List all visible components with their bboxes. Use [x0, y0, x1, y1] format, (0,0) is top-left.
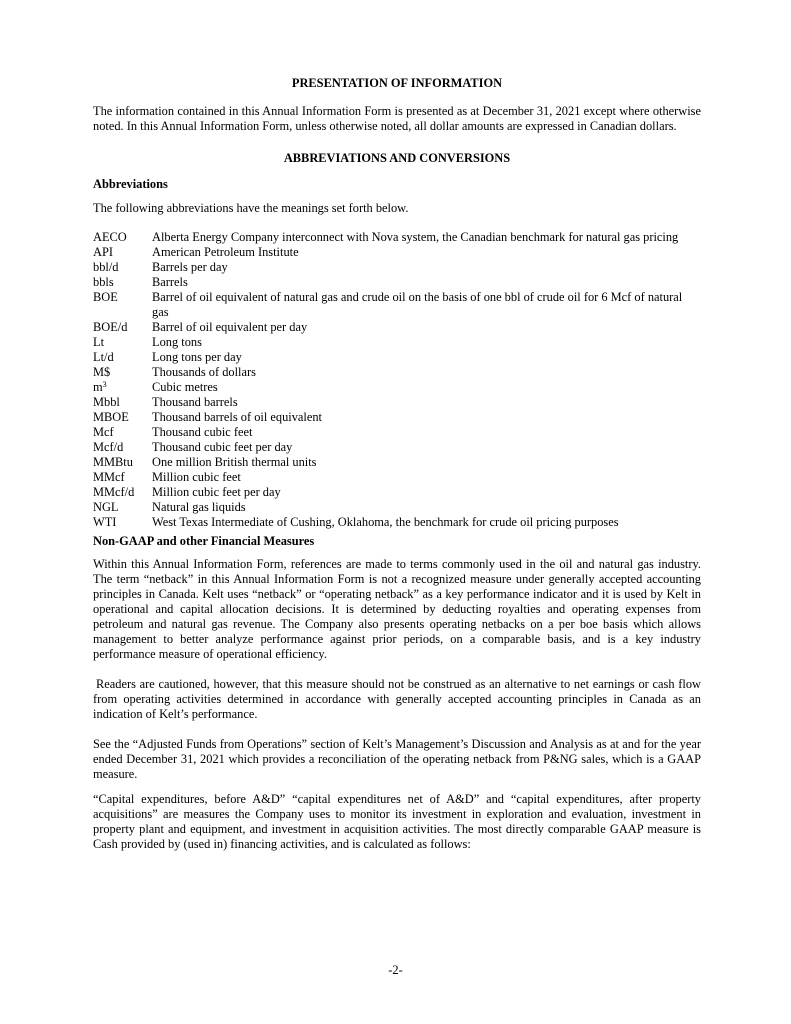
abbreviation-definition: Million cubic feet — [152, 470, 241, 484]
abbreviation-row — [93, 380, 701, 395]
abbreviation-definition: One million British thermal units — [152, 455, 317, 469]
nongaap-paragraph-1: Within this Annual Information Form, references are made to terms commonly used in the oil and natural gas industry. The term “netback” in this Annual Information Form is not a recognized measure under generally accepted accounting principles in Canada. Kelt uses “netback” or “operating netback” as a key performance indicator and it is used by Kelt in operational and capital allocation decisions. It is determined by deducting royalties and operating expenses from petroleum and natural gas revenue. The Company also presents operating netbacks on a per boe basis which allows management to better analyze performance against prior periods, on a comparable basis, and is a key industry performance measure of operational efficiency. — [93, 557, 701, 661]
abbreviation-definition: Thousand barrels of oil equivalent — [152, 410, 322, 424]
abbreviation-term-text: bbl/d — [93, 260, 119, 274]
abbreviation-term-text: MBOE — [93, 410, 129, 424]
abbreviation-row — [93, 260, 701, 275]
abbreviation-definition: Thousand cubic feet — [152, 425, 253, 439]
abbreviation-row — [93, 470, 701, 485]
abbreviation-term-text: AECO — [93, 230, 127, 244]
abbreviation-row — [93, 320, 701, 335]
abbreviation-term-text: API — [93, 245, 113, 259]
abbreviation-term — [93, 470, 152, 485]
abbreviation-term-text: BOE/d — [93, 320, 128, 334]
abbreviation-row — [93, 290, 701, 320]
abbreviation-definition: Barrel of oil equivalent per day — [152, 320, 308, 334]
nongaap-paragraph-2: Readers are cautioned, however, that this measure should not be construed as an alternative to net earnings or cash flow from operating activities determined in accordance with generally accepted accounting principles in Canada as an indication of Kelt’s performance. — [93, 677, 701, 721]
abbreviation-row — [93, 365, 701, 380]
abbreviation-term — [93, 245, 152, 260]
abbreviation-term — [93, 455, 152, 470]
abbreviation-term-text: MMcf — [93, 470, 125, 484]
abbreviation-term-superscript: 3 — [102, 380, 107, 389]
page-number: -2- — [388, 963, 403, 977]
abbreviation-definition: Barrels per day — [152, 260, 228, 274]
abbreviation-definition: Million cubic feet per day — [152, 485, 281, 499]
abbreviation-row — [93, 485, 701, 500]
abbreviation-term — [93, 440, 152, 455]
abbreviations-list — [93, 230, 701, 530]
abbreviation-term-text: Lt/d — [93, 350, 114, 364]
abbreviation-definition: Long tons per day — [152, 350, 242, 364]
abbreviation-row — [93, 395, 701, 410]
abbreviation-term-text: m — [93, 380, 103, 394]
abbreviation-term — [93, 320, 152, 335]
nongaap-heading: Non-GAAP and other Financial Measures — [93, 534, 315, 548]
abbreviation-definition: Barrel of oil equivalent of natural gas and crude oil on the basis of one bbl of crude oil for 6 Mcf of natural gas — [152, 290, 683, 319]
abbreviation-term — [93, 410, 152, 425]
abbreviation-row — [93, 425, 701, 440]
abbreviation-definition: Thousand barrels — [152, 395, 238, 409]
abbreviation-term — [93, 260, 152, 275]
abbreviation-definition: Natural gas liquids — [152, 500, 246, 514]
abbreviation-term-text: Mcf — [93, 425, 114, 439]
abbreviation-term-text: Mbbl — [93, 395, 120, 409]
intro-paragraph: The information contained in this Annual Information Form is presented as at December 31, 2021 except where otherwise noted. In this Annual Information Form, unless otherwise noted, all dollar amounts are expressed in Canadian dollars. — [93, 104, 701, 133]
abbreviation-term — [93, 365, 152, 380]
nongaap-paragraph-4: “Capital expenditures, before A&D” “capital expenditures net of A&D” and “capital expenditures, after property acquisitions” are measures the Company uses to monitor its investment in exploration and evaluation, investment in property plant and equipment, and investment in acquisition activities. The most directly comparable GAAP measure is Cash provided by (used in) financing activities, and is calculated as follows: — [93, 792, 701, 851]
abbreviation-term — [93, 515, 152, 530]
abbreviation-term — [93, 395, 152, 410]
abbreviation-definition: Long tons — [152, 335, 202, 349]
abbreviation-definition: West Texas Intermediate of Cushing, Oklahoma, the benchmark for crude oil pricing purposes — [152, 515, 619, 529]
abbreviation-definition: Barrels — [152, 275, 188, 289]
abbreviation-definition: Cubic metres — [152, 380, 218, 394]
abbreviation-term — [93, 500, 152, 515]
nongaap-paragraph-3: See the “Adjusted Funds from Operations” section of Kelt’s Management’s Discussion and Analysis as at and for the year ended December 31, 2021 which provides a reconciliation of the operating netback from P&NG sales, which is a GAAP measure. — [93, 737, 701, 781]
abbreviation-definition: Thousand cubic feet per day — [152, 440, 293, 454]
abbreviation-row — [93, 515, 701, 530]
abbreviation-term-text: Mcf/d — [93, 440, 124, 454]
abbreviation-term — [93, 380, 152, 395]
abbreviation-row — [93, 350, 701, 365]
abbreviation-row — [93, 440, 701, 455]
abbreviation-term-text: MMcf/d — [93, 485, 135, 499]
abbreviation-row — [93, 245, 701, 260]
abbreviation-row — [93, 230, 701, 245]
abbreviation-row — [93, 410, 701, 425]
abbreviation-term — [93, 275, 152, 290]
abbreviation-term — [93, 425, 152, 440]
abbreviation-term-text: Lt — [93, 335, 105, 349]
abbreviations-intro: The following abbreviations have the meanings set forth below. — [93, 201, 409, 215]
abbreviation-term-text: M$ — [93, 365, 111, 379]
abbreviation-definition: American Petroleum Institute — [152, 245, 299, 259]
abbreviation-term — [93, 350, 152, 365]
abbreviation-definition: Alberta Energy Company interconnect with Nova system, the Canadian benchmark for natural gas pricing — [152, 230, 679, 244]
abbreviation-term — [93, 230, 152, 245]
section-title: ABBREVIATIONS AND CONVERSIONS — [283, 151, 511, 165]
abbreviation-term — [93, 335, 152, 350]
abbreviation-term — [93, 290, 152, 320]
abbreviations-heading: Abbreviations — [93, 177, 168, 191]
abbreviation-term-text: WTI — [93, 515, 117, 529]
abbreviation-term — [93, 485, 152, 500]
abbreviation-definition: Thousands of dollars — [152, 365, 256, 379]
abbreviation-term-text: BOE — [93, 290, 118, 304]
page-title: PRESENTATION OF INFORMATION — [291, 76, 503, 90]
abbreviation-term-text: bbls — [93, 275, 114, 289]
abbreviation-row — [93, 335, 701, 350]
abbreviation-row — [93, 455, 701, 470]
abbreviation-term-text: NGL — [93, 500, 119, 514]
abbreviation-term-text: MMBtu — [93, 455, 133, 469]
document-page — [93, 76, 701, 852]
abbreviation-row — [93, 275, 701, 290]
abbreviation-row — [93, 500, 701, 515]
